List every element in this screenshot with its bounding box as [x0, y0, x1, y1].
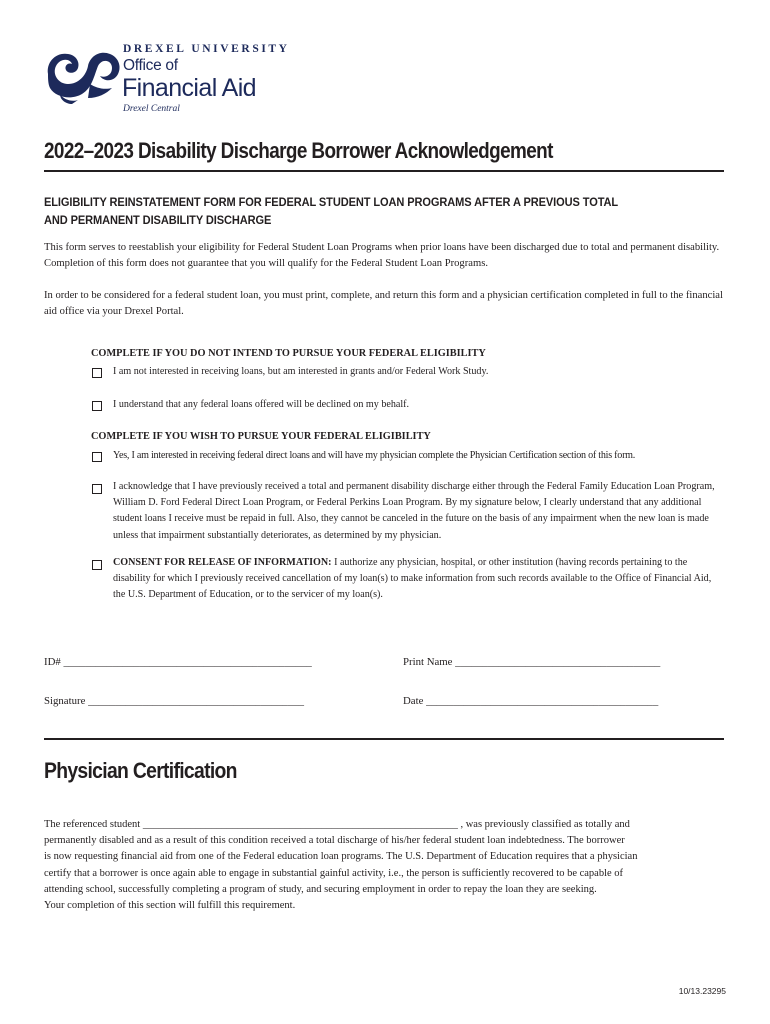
print-name-field[interactable]: Print Name ______________________________________ — [403, 656, 661, 668]
physician-line: permanently disabled and as a result of this condition received a total discharge of his/her federal student loan indebtedness. The borrower — [44, 835, 625, 847]
signature-field[interactable]: Signature ________________________________________ — [44, 695, 305, 707]
physician-certification-text — [44, 817, 734, 914]
intro-paragraph-1: This form serves to reestablish your eligibility for Federal Student Loan Programs when prior loans have been discharged due to total and permanent disability. Completion of this form does not guarantee that you will qualify for the Federal Student Loan Programs. — [44, 242, 720, 270]
item-consent-release — [113, 555, 723, 604]
item-not-interested: I am not interested in receiving loans, but am interested in grants and/or Federal Work Study. — [113, 366, 489, 377]
physician-line: Your completion of this section will fulfill this requirement. — [44, 900, 296, 912]
intro-paragraph-2: In order to be considered for a federal student loan, you must print, complete, and return this form and a physician certification completed in full to the financial aid office via your Drexel Portal. — [44, 290, 723, 318]
subtitle-line2: AND PERMANENT DISABILITY DISCHARGE — [44, 213, 272, 227]
item-interested-direct-loans: Yes, I am interested in receiving federal direct loans and will have my physician complete the Physician Certification section of this form. — [113, 450, 636, 461]
section-pursue-heading: COMPLETE IF YOU WISH TO PURSUE YOUR FEDERAL ELIGIBILITY — [91, 431, 431, 442]
office-line1: Office of — [123, 57, 178, 74]
checkbox-acknowledge-discharge[interactable] — [92, 484, 102, 494]
date-field[interactable]: Date ___________________________________________ — [403, 695, 659, 707]
checkbox-interested-direct-loans[interactable] — [92, 452, 102, 462]
subtitle-line1: ELIGIBILITY REINSTATEMENT FORM FOR FEDERAL STUDENT LOAN PROGRAMS AFTER A PREVIOUS TOTAL — [44, 195, 619, 209]
university-name: DREXEL UNIVERSITY — [123, 43, 290, 55]
physician-line: certify that a borrower is once again able to engage in substantial gainful activity, i.e., the person is sufficiently recovered to be capable of — [44, 867, 624, 879]
checkbox-decline-loans[interactable] — [92, 401, 102, 411]
item-decline-loans: I understand that any federal loans offered will be declined on my behalf. — [113, 399, 410, 410]
physician-line: attending school, successfully completing a program of study, and securing employment in order to repay the loan they are seeking. — [44, 883, 597, 895]
form-subtitle — [44, 193, 633, 229]
consent-text: I authorize any physician, hospital, or other institution (having records pertaining to the disability for which I previously received cancellation of my loan(s) to make information from such records available to the Office of Financial Aid, the U.S. Department of Education, or to the servicer of my loan(s). — [113, 557, 712, 601]
consent-label: CONSENT FOR RELEASE OF INFORMATION: — [113, 557, 332, 568]
office-tagline: Drexel Central — [123, 104, 180, 114]
id-field[interactable]: ID# ______________________________________________ — [44, 656, 312, 668]
page-title: 2022–2023 Disability Discharge Borrower Acknowledgement — [44, 138, 553, 163]
checkbox-consent-release[interactable] — [92, 560, 102, 570]
physician-certification-heading: Physician Certification — [44, 758, 237, 783]
title-rule — [44, 170, 724, 172]
office-line2: Financial Aid — [122, 74, 256, 102]
physician-line: is now requesting financial aid from one of the Federal education loan programs. The U.S. Department of Education requires that a physician — [44, 851, 638, 863]
drexel-dragon-logo — [42, 44, 124, 106]
form-code: 10/13.23295 — [678, 986, 726, 996]
checkbox-not-interested[interactable] — [92, 368, 102, 378]
item-acknowledge-discharge: I acknowledge that I have previously received a total and permanent disability discharge either through the Federal Family Education Loan Program, William D. Ford Federal Direct Loan Program, or Federal Perkins Loan Program. By my signature below, I clearly understand that any additional student loans I receive must be repaid in full. Also, they cannot be canceled in the future on the basis of any impairment when the new loan is made unless that impairment substantially deteriorates, as determined by my physician. — [113, 481, 715, 541]
section-rule — [44, 738, 724, 740]
section-not-pursue-heading: COMPLETE IF YOU DO NOT INTEND TO PURSUE YOUR FEDERAL ELIGIBILITY — [91, 348, 486, 359]
physician-line: The referenced student ____________________________________________________________ , was previously classified as totally and — [44, 819, 630, 830]
